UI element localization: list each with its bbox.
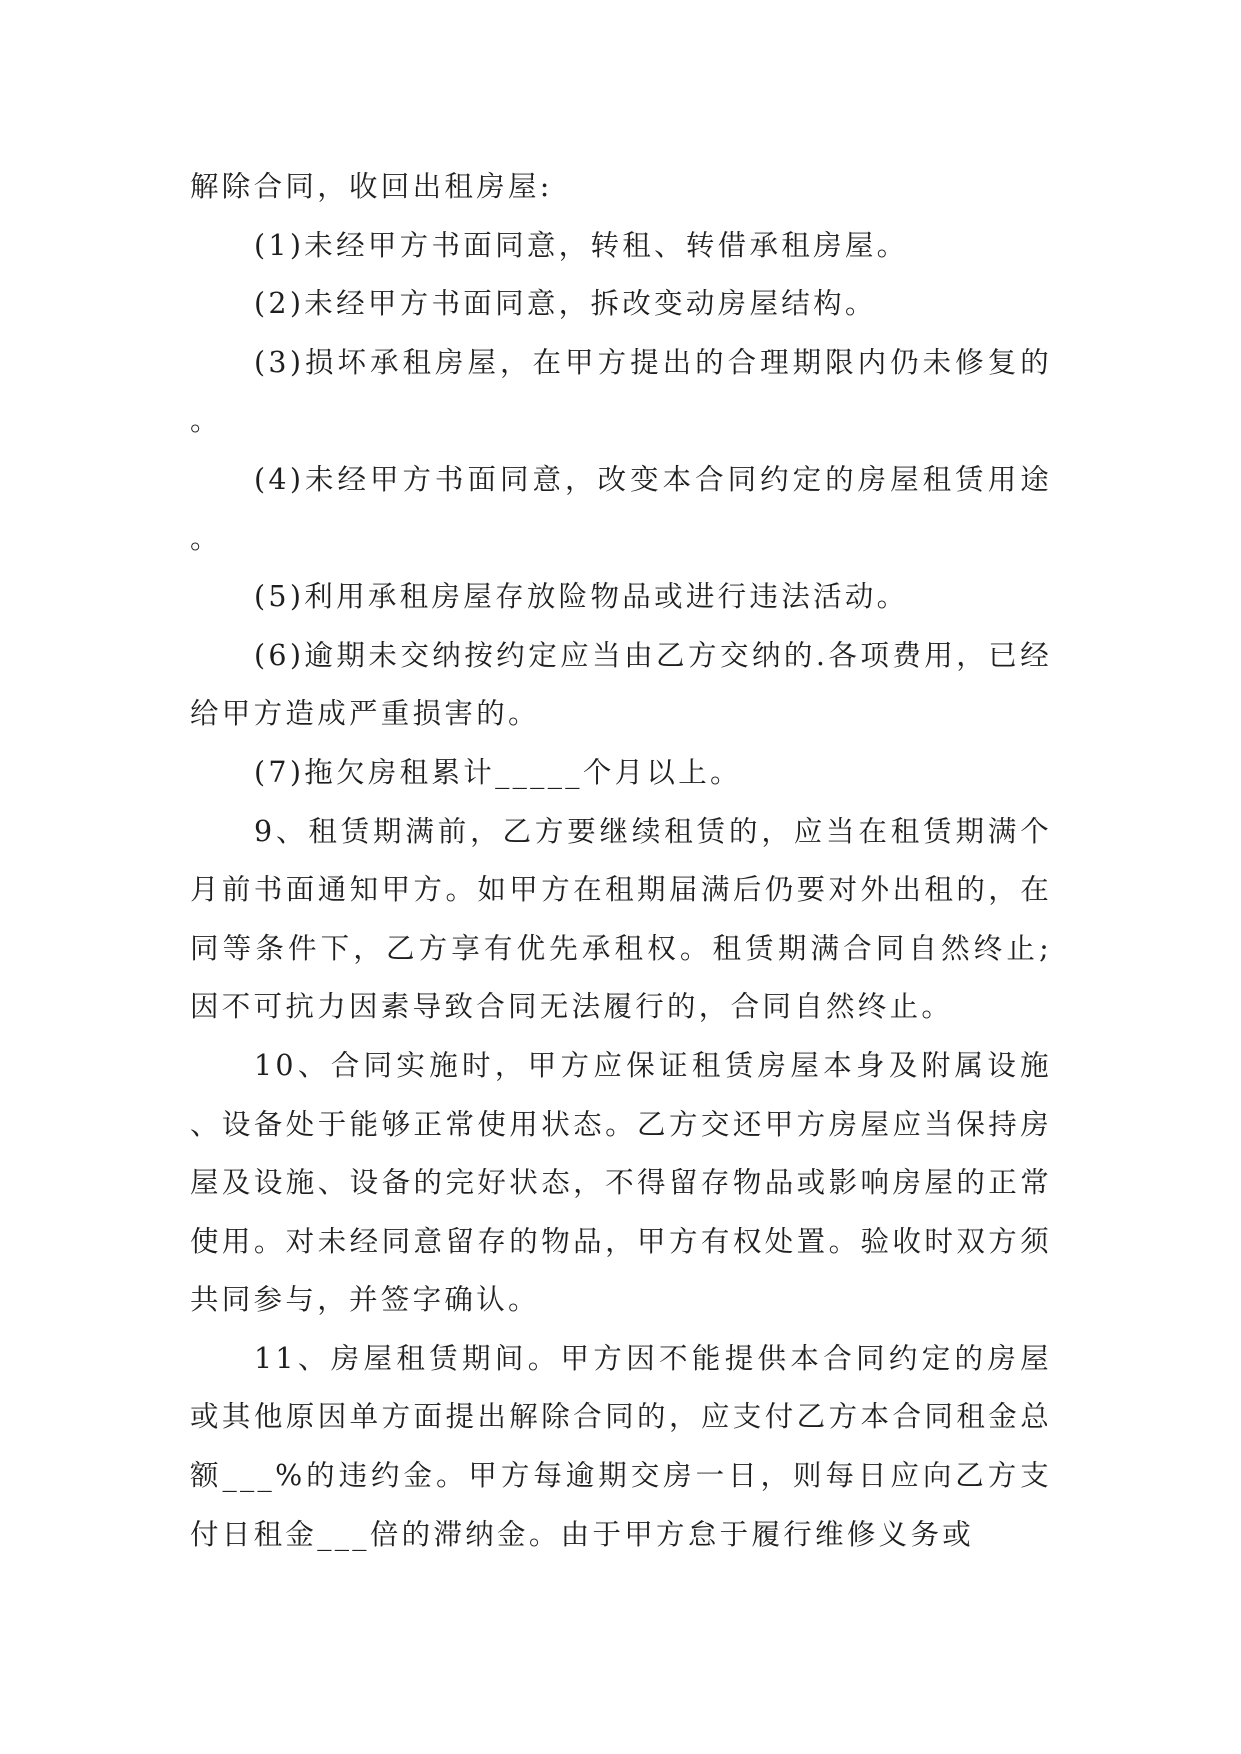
paragraph-article-9: 9、租赁期满前，乙方要继续租赁的，应当在租赁期满个月前书面通知甲方。如甲方在租期届满后仍要对外出租的，在同等条件下，乙方享有优先承租权。租赁期满合同自然终止;因不可抗力因素导致合同无法履行的，合同自然终止。 <box>190 814 1052 1024</box>
paragraph-clause-2: (2)未经甲方书面同意，拆改变动房屋结构。 <box>254 287 877 321</box>
paragraph-clause-1: (1)未经甲方书面同意，转租、转借承租房屋。 <box>254 228 909 262</box>
paragraph-clause-6: (6)逾期未交纳按约定应当由乙方交纳的.各项费用，已经给甲方造成严重损害的。 <box>190 638 1052 731</box>
paragraph-clause-4: (4)未经甲方书面同意，改变本合同约定的房屋租赁用途。 <box>190 462 1052 555</box>
paragraph-article-10: 10、合同实施时，甲方应保证租赁房屋本身及附属设施、设备处于能够正常使用状态。乙方交还甲方房屋应当保持房屋及设施、设备的完好状态，不得留存物品或影响房屋的正常使用。对未经同意留存的物品，甲方有权处置。验收时双方须共同参与，并签字确认。 <box>190 1048 1052 1317</box>
paragraph-clause-5: (5)利用承租房屋存放险物品或进行违法活动。 <box>254 580 909 614</box>
paragraph-clause-3: (3)损坏承租房屋，在甲方提出的合理期限内仍未修复的。 <box>190 345 1052 438</box>
paragraph-clause-7: (7)拖欠房租累计_____个月以上。 <box>254 755 742 789</box>
paragraph-intro: 解除合同，收回出租房屋: <box>190 170 553 203</box>
paragraph-article-11: 11、房屋租赁期间。甲方因不能提供本合同约定的房屋或其他原因单方面提出解除合同的，应支付乙方本合同租金总额___%的违约金。甲方每逾期交房一日，则每日应向乙方支付日租金___倍的滞纳金。由于甲方怠于履行维修义务或 <box>190 1341 1052 1551</box>
document-body <box>190 158 1052 1564</box>
